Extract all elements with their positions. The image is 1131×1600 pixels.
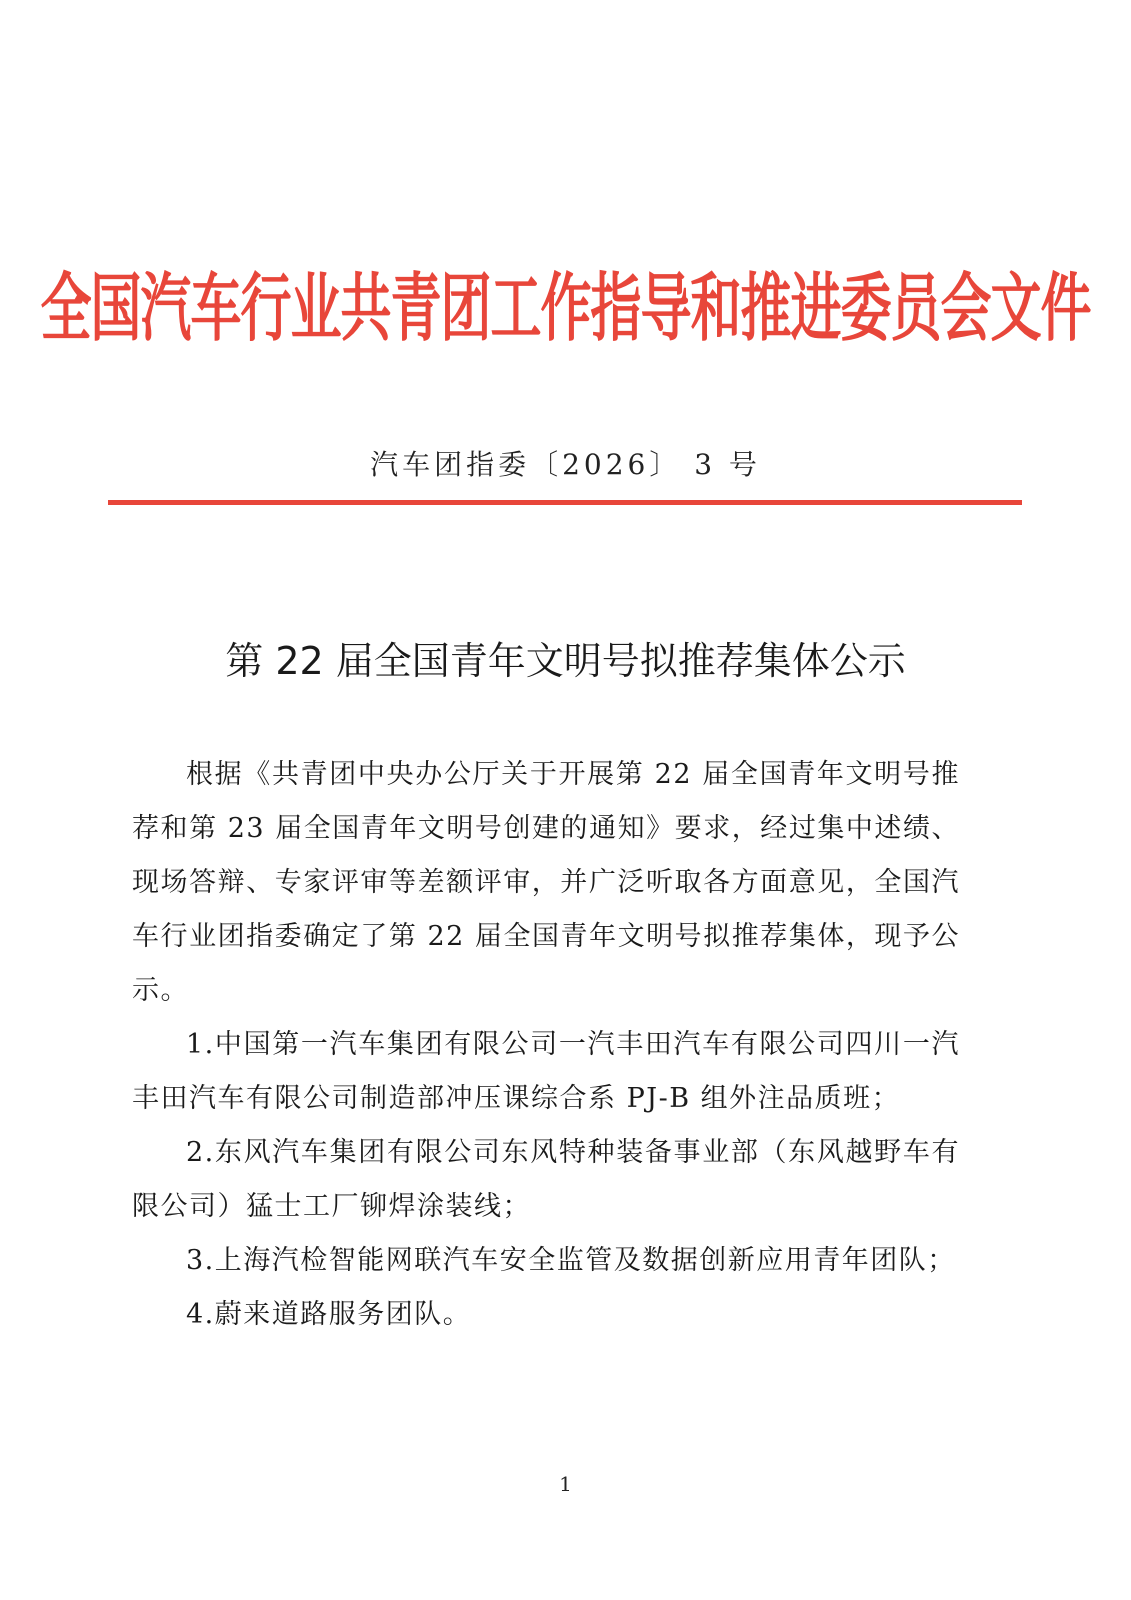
intro-paragraph: 根据《共青团中央办公厅关于开展第 22 届全国青年文明号推荐和第 23 届全国青年文明号创建的通知》要求，经过集中述绩、现场答辩、专家评审等差额评审，并广泛听取各方面意见，全国汽车行业团指委确定了第 22 届全国青年文明号拟推荐集体，现予公示。 bbox=[132, 759, 960, 1006]
document-number: 汽车团指委〔2026〕 3 号 bbox=[370, 448, 761, 481]
red-divider bbox=[108, 500, 1022, 505]
masthead-title: 全国汽车行业共青团工作指导和推进委员会文件 bbox=[40, 267, 1091, 353]
page-title: 第 22 届全国青年文明号拟推荐集体公示 bbox=[225, 639, 906, 683]
page-number: 1 bbox=[559, 1472, 572, 1496]
list-item: 3.上海汽检智能网联汽车安全监管及数据创新应用青年团队； bbox=[186, 1245, 956, 1276]
list-item: 1.中国第一汽车集团有限公司一汽丰田汽车有限公司四川一汽丰田汽车有限公司制造部冲压课综合系 PJ-B 组外注品质班； bbox=[132, 1029, 960, 1114]
list-item: 4.蔚来道路服务团队。 bbox=[186, 1299, 472, 1330]
document-body bbox=[132, 748, 960, 1342]
list-item: 2.东风汽车集团有限公司东风特种装备事业部（东风越野车有限公司）猛士工厂铆焊涂装线； bbox=[132, 1137, 960, 1222]
